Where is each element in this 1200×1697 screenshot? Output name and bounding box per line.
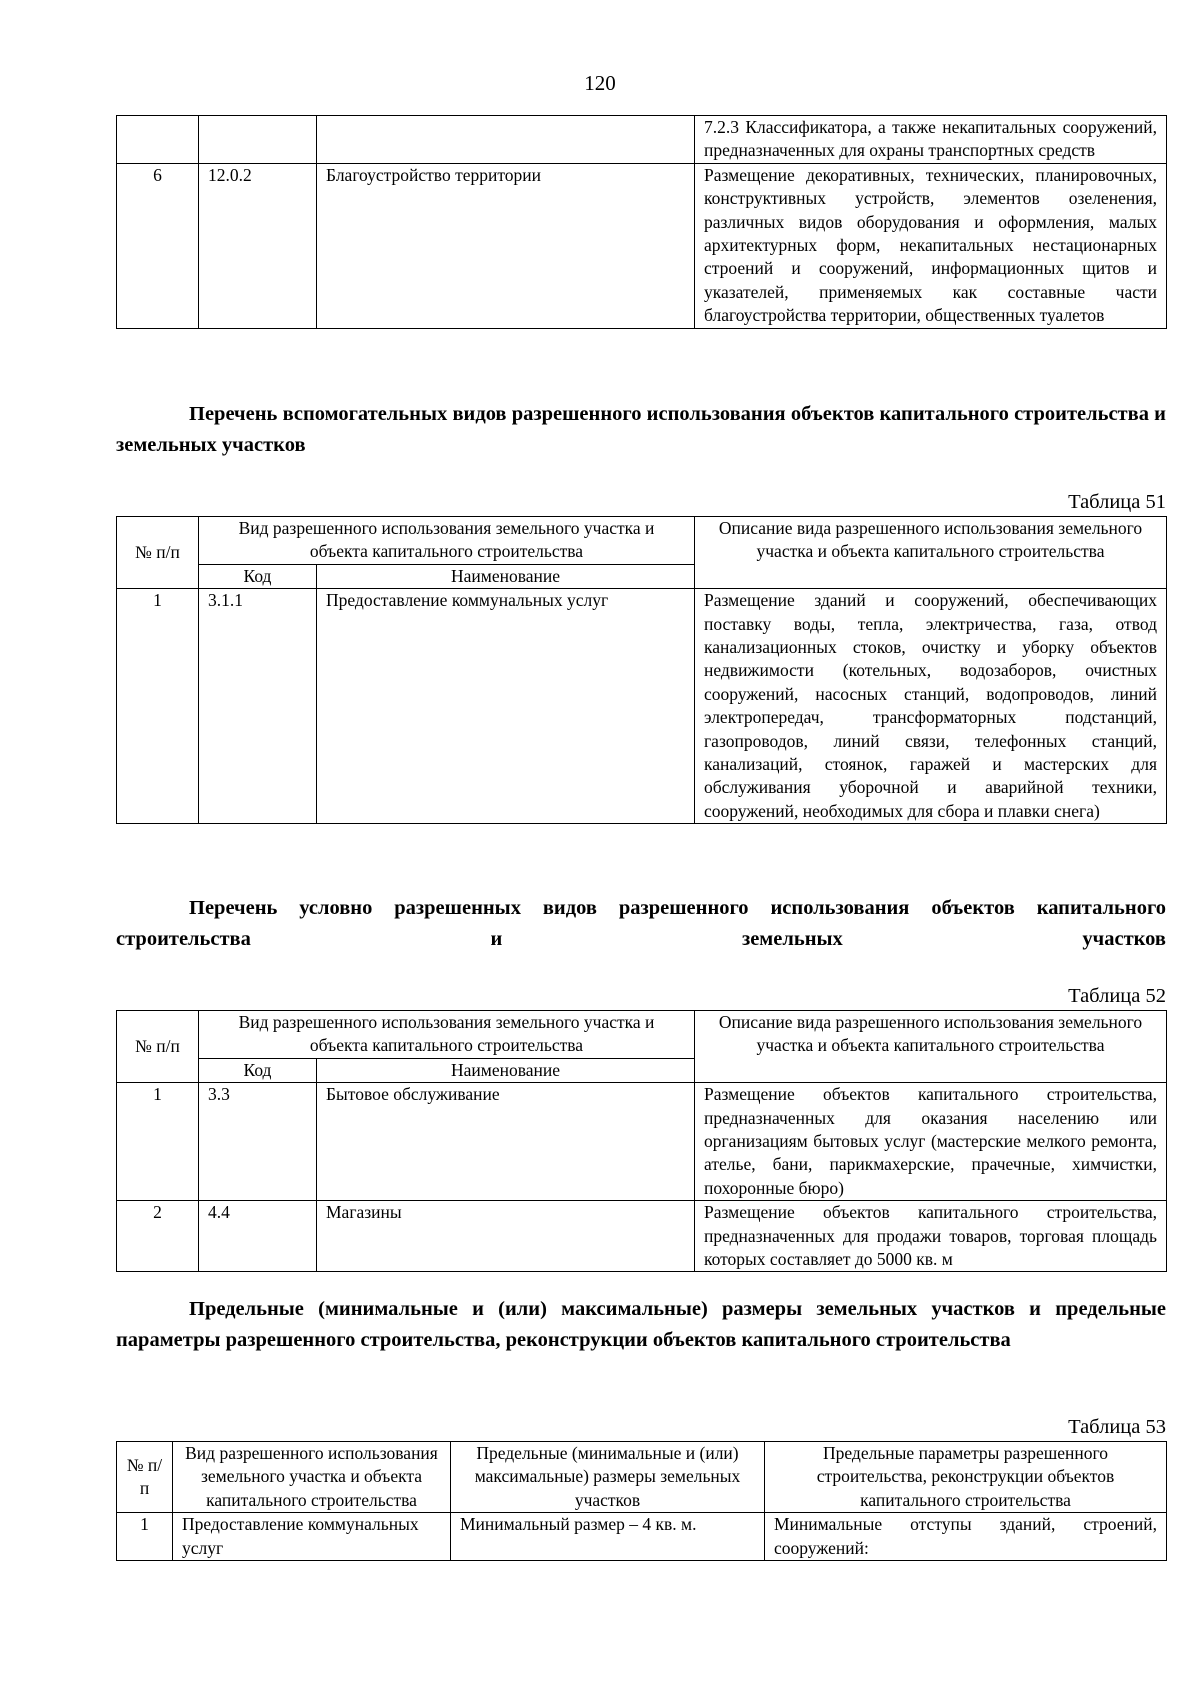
page-number: 120	[584, 71, 616, 95]
cell-num: 1	[117, 1513, 173, 1561]
table-continuation	[116, 115, 1167, 329]
table-caption: Таблица 51	[1068, 491, 1166, 513]
header-vid: Вид разрешенного использования земельного участка и объекта капитального строительства	[199, 517, 695, 565]
cell-name: Бытовое обслуживание	[317, 1083, 695, 1201]
header-vid: Вид разрешенного использования земельного участка и объекта капитального строительства	[173, 1442, 451, 1513]
table-caption: Таблица 53	[1068, 1416, 1166, 1438]
cell-name: Магазины	[317, 1201, 695, 1272]
cell-code: 4.4	[199, 1201, 317, 1272]
cell-name	[317, 116, 695, 164]
cell-name: Предоставление коммунальных услуг	[317, 589, 695, 824]
cell-vid: Предоставление коммунальных услуг	[173, 1513, 451, 1561]
cell-desc: Размещение декоративных, технических, планировочных, конструктивных устройств, элементов озеленения, различных видов оборудования и оформления, малых архитектурных форм, некапитальных нестационарных строений и сооружений, информационных щитов и указателей, применяемых как составные части благоустройства территории, общественных туалетов	[695, 163, 1167, 328]
cell-params: Минимальные отступы зданий, строений, сооружений:	[765, 1513, 1167, 1561]
cell-num: 2	[117, 1201, 199, 1272]
section-heading: Перечень вспомогательных видов разрешенного использования объектов капитального строительства и земельных участков	[116, 403, 1166, 456]
section-heading: Предельные (минимальные и (или) максимальные) размеры земельных участков и предельные параметры разрешенного строительства, реконструкции объектов капитального строительства	[116, 1298, 1166, 1351]
section-heading: Перечень условно разрешенных видов разрешенного использования объектов капитального строительства и земельных участков	[116, 897, 1166, 950]
table-52	[116, 1010, 1167, 1272]
header-desc: Описание вида разрешенного использования земельного участка и объекта капитального строительства	[695, 517, 1167, 589]
table-header-row	[117, 1011, 1167, 1059]
header-code: Код	[199, 1058, 317, 1082]
cell-code: 3.1.1	[199, 589, 317, 824]
table-header-row	[117, 1442, 1167, 1513]
table-row	[117, 589, 1167, 824]
table-row	[117, 163, 1167, 328]
cell-code: 12.0.2	[199, 163, 317, 328]
table-53	[116, 1441, 1167, 1561]
cell-num: 6	[117, 163, 199, 328]
cell-num: 1	[117, 1083, 199, 1201]
table-row	[117, 1201, 1167, 1272]
cell-desc: 7.2.3 Классификатора, а также некапитальных сооружений, предназначенных для охраны транспортных средств	[695, 116, 1167, 164]
header-vid: Вид разрешенного использования земельного участка и объекта капитального строительства	[199, 1011, 695, 1059]
cell-num: 1	[117, 589, 199, 824]
header-params: Предельные параметры разрешенного строительства, реконструкции объектов капитального строительства	[765, 1442, 1167, 1513]
cell-name: Благоустройство территории	[317, 163, 695, 328]
cell-desc: Размещение зданий и сооружений, обеспечивающих поставку воды, тепла, электричества, газа, отвод канализационных стоков, очистку и уборку объектов недвижимости (котельных, водозаборов, очистных сооружений, насосных станций, водопроводов, линий электропередач, трансформаторных подстанций, газопроводов, линий связи, телефонных станций, канализаций, стоянок, гаражей и мастерских для обслуживания уборочной и аварийной техники, сооружений, необходимых для сбора и плавки снега)	[695, 589, 1167, 824]
table-51	[116, 516, 1167, 824]
cell-code	[199, 116, 317, 164]
header-name: Наименование	[317, 1058, 695, 1082]
header-name: Наименование	[317, 564, 695, 588]
cell-code: 3.3	[199, 1083, 317, 1201]
cell-num	[117, 116, 199, 164]
cell-sizes: Минимальный размер – 4 кв. м.	[451, 1513, 765, 1561]
header-num: № п/п	[117, 517, 199, 589]
cell-desc: Размещение объектов капитального строительства, предназначенных для продажи товаров, торговая площадь которых составляет до 5000 кв. м	[695, 1201, 1167, 1272]
table-row	[117, 1513, 1167, 1561]
table-caption: Таблица 52	[1068, 985, 1166, 1007]
table-header-row	[117, 517, 1167, 565]
header-num: № п/п	[117, 1011, 199, 1083]
header-code: Код	[199, 564, 317, 588]
header-desc: Описание вида разрешенного использования земельного участка и объекта капитального строительства	[695, 1011, 1167, 1083]
header-num: № п/п	[117, 1442, 173, 1513]
table-row	[117, 1083, 1167, 1201]
cell-desc: Размещение объектов капитального строительства, предназначенных для оказания населению или организациям бытовых услуг (мастерские мелкого ремонта, ателье, бани, парикмахерские, прачечные, химчистки, похоронные бюро)	[695, 1083, 1167, 1201]
table-row	[117, 116, 1167, 164]
header-sizes: Предельные (минимальные и (или) максимальные) размеры земельных участков	[451, 1442, 765, 1513]
